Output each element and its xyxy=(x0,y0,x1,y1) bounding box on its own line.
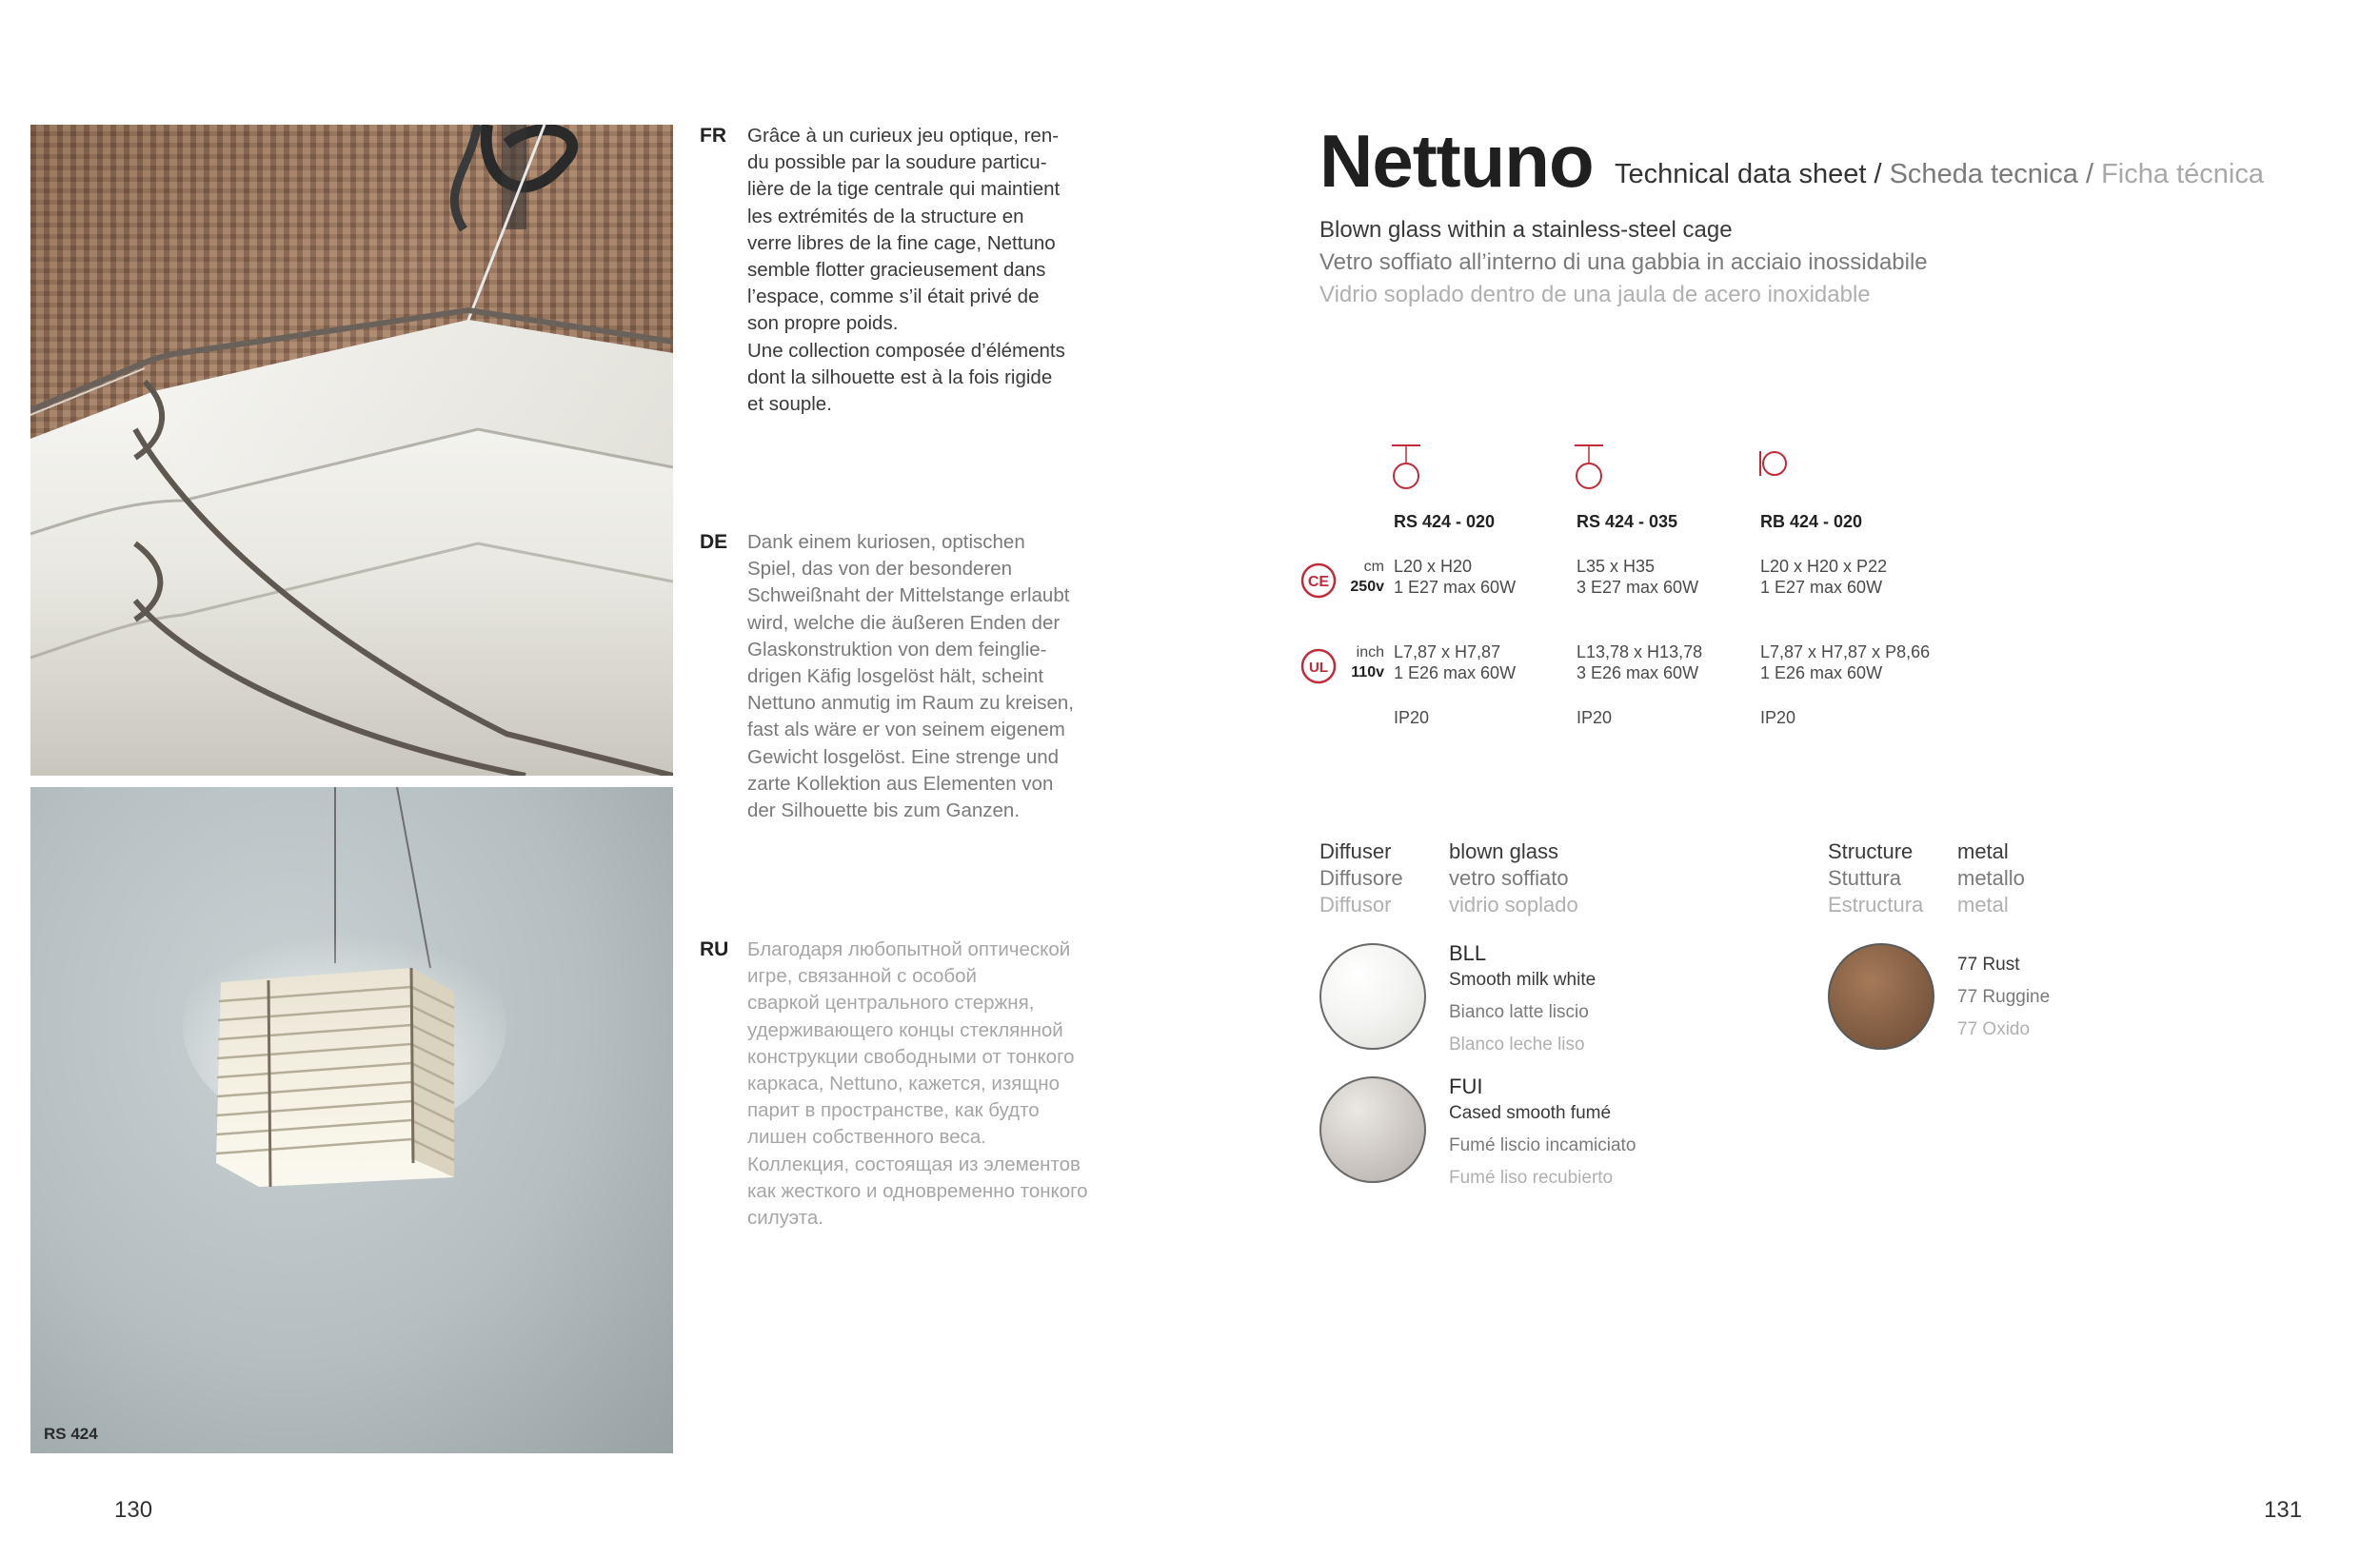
spec-bulb: 3 E26 max 60W xyxy=(1577,663,1699,682)
description-es: Vidrio soplado dentro de una jaula de acero inoxidable xyxy=(1319,282,1871,307)
description-fr: Grâce à un curieux jeu optique, ren- du possible par la soudure particu- lière de la tige centrale qui maintient les extrémités de la structure en verre libres de la fine cage, Nettuno semble flotter gracieusement dans l’espace, comme s’il était privé de son propre poids. Une collection composée d’éléments dont la silhouette est à la fois rigide et souple. xyxy=(747,125,1065,416)
subtitle-separator: / xyxy=(1874,159,1882,189)
svg-text:UL: UL xyxy=(1309,660,1328,676)
diffuser-label-es: Diffusor xyxy=(1319,893,1392,917)
structure-value-en: metal xyxy=(1957,839,2009,863)
model-code: RS 424 - 020 xyxy=(1394,512,1496,531)
finish-code: FUI xyxy=(1449,1075,1483,1098)
finish-name-es: Blanco leche liso xyxy=(1449,1035,1585,1055)
spec-bulb: 1 E27 max 60W xyxy=(1760,578,1883,597)
photo-lamp-hanging xyxy=(30,787,673,1453)
pendant-icon xyxy=(1390,444,1422,489)
spec-size: L20 x H20 xyxy=(1394,557,1473,576)
model-spec-cm xyxy=(1760,556,1887,598)
ul-mark-icon xyxy=(1300,648,1337,684)
spec-bulb: 1 E26 max 60W xyxy=(1394,663,1517,682)
subtitle-en: Technical data sheet xyxy=(1615,159,1867,189)
finish-code: BLL xyxy=(1449,941,1487,965)
structure-label-es: Estructura xyxy=(1828,893,1924,917)
page-number-right: 131 xyxy=(2264,1497,2303,1523)
spec-size: L35 x H35 xyxy=(1577,557,1656,576)
model-code: RB 424 - 020 xyxy=(1760,512,1863,531)
finish-name-en: Cased smooth fumé xyxy=(1449,1103,1612,1123)
photo-lamp-detail xyxy=(30,125,673,776)
finish-name-it: Fumé liscio incamiciato xyxy=(1449,1135,1636,1155)
subtitle-es: Ficha técnica xyxy=(2101,159,2264,189)
finish-name-it: 77 Ruggine xyxy=(1957,987,2051,1007)
description-de: Dank einem kuriosen, optischen Spiel, das von der besonderen Schweißnaht der Mittelstange erlaubt wird, welche die äußeren Enden der Glaskonstruktion von dem feinglie- drigen Käfig losgelöst hält, scheint Nettuno anmutig im Raum zu kreisen, fast als wäre er von seinem eigenem Gewicht losgelöst. Eine strenge und zarte Kollektion aus Elementen von der Silhouette bis zum Ganzen. xyxy=(747,531,1074,822)
structure-value-es: metal xyxy=(1957,893,2009,917)
subtitle-separator: / xyxy=(2085,159,2094,189)
svg-text:CE: CE xyxy=(1307,574,1330,590)
model-ip-rating: IP20 xyxy=(1577,708,1613,727)
finish-swatch-bll xyxy=(1319,943,1426,1050)
spec-bulb: 1 E27 max 60W xyxy=(1394,578,1517,597)
spec-size: L13,78 x H13,78 xyxy=(1577,642,1703,661)
photo-caption: RS 424 xyxy=(44,1425,98,1443)
finish-name-es: 77 Oxido xyxy=(1957,1019,2031,1039)
diffuser-label-it: Diffusore xyxy=(1319,866,1403,890)
model-spec-inch xyxy=(1394,641,1516,683)
structure-label-it: Stuttura xyxy=(1828,866,1902,890)
spec-size: L7,87 x H7,87 xyxy=(1394,642,1501,661)
diffuser-value-es: vidrio soplado xyxy=(1449,893,1578,917)
spec-bulb: 1 E26 max 60W xyxy=(1760,663,1883,682)
diffuser-value-it: vetro soffiato xyxy=(1449,866,1569,890)
structure-value-it: metallo xyxy=(1957,866,2025,890)
spec-size: L7,87 x H7,87 x P8,66 xyxy=(1760,642,1931,661)
finish-name-it: Bianco latte liscio xyxy=(1449,1002,1589,1022)
voltage-110-label: 110v xyxy=(1351,664,1384,680)
model-code: RS 424 - 035 xyxy=(1577,512,1678,531)
product-title: Nettuno xyxy=(1319,119,1594,203)
hanging-lamp-illustration xyxy=(30,787,673,1453)
model-spec-inch xyxy=(1760,641,1930,683)
model-spec-cm xyxy=(1577,556,1698,598)
finish-name-en: 77 Rust xyxy=(1957,955,2020,975)
finish-swatch-fui xyxy=(1319,1076,1426,1183)
page-number-left: 130 xyxy=(114,1497,153,1523)
model-ip-rating: IP20 xyxy=(1760,708,1796,727)
subtitle xyxy=(1615,159,2264,190)
model-spec-inch xyxy=(1577,641,1702,683)
spec-size: L20 x H20 x P22 xyxy=(1760,557,1888,576)
finish-swatch-rust xyxy=(1828,943,1934,1050)
lang-code-fr: FR xyxy=(700,125,726,147)
model-spec-cm xyxy=(1394,556,1516,598)
ce-mark-icon xyxy=(1300,562,1337,599)
description-en: Blown glass within a stainless-steel cage xyxy=(1319,217,1733,243)
description-it: Vetro soffiato all’interno di una gabbia in acciaio inossidabile xyxy=(1319,249,1928,275)
description-ru: Благодаря любопытной оптической игре, связанной с особой сваркой центрального стержня, удерживающего концы стеклянной конструкции свободными от тонкого каркаса, Nettuno, кажется, изящно парит в пространстве, как будто лишен собственного веса. Коллекция, состоящая из элементов как жесткого и одновременно тонкого силуэта. xyxy=(747,938,1088,1230)
pendant-icon xyxy=(1573,444,1605,489)
wall-lamp-icon xyxy=(1757,449,1790,478)
model-ip-rating: IP20 xyxy=(1394,708,1430,727)
spec-bulb: 3 E27 max 60W xyxy=(1577,578,1699,597)
diffuser-label-en: Diffuser xyxy=(1319,839,1392,863)
finish-name-en: Smooth milk white xyxy=(1449,970,1597,990)
finish-name-es: Fumé liso recubierto xyxy=(1449,1168,1614,1188)
lang-code-ru: RU xyxy=(700,938,729,960)
diffuser-value-en: blown glass xyxy=(1449,839,1558,863)
structure-label-en: Structure xyxy=(1828,839,1914,863)
lang-code-de: DE xyxy=(700,531,728,553)
unit-inch-label: inch xyxy=(1356,644,1384,661)
voltage-250-label: 250v xyxy=(1350,579,1384,595)
unit-cm-label: cm xyxy=(1363,559,1384,575)
subtitle-it: Scheda tecnica xyxy=(1889,159,2078,189)
lamp-detail-illustration xyxy=(30,125,673,776)
